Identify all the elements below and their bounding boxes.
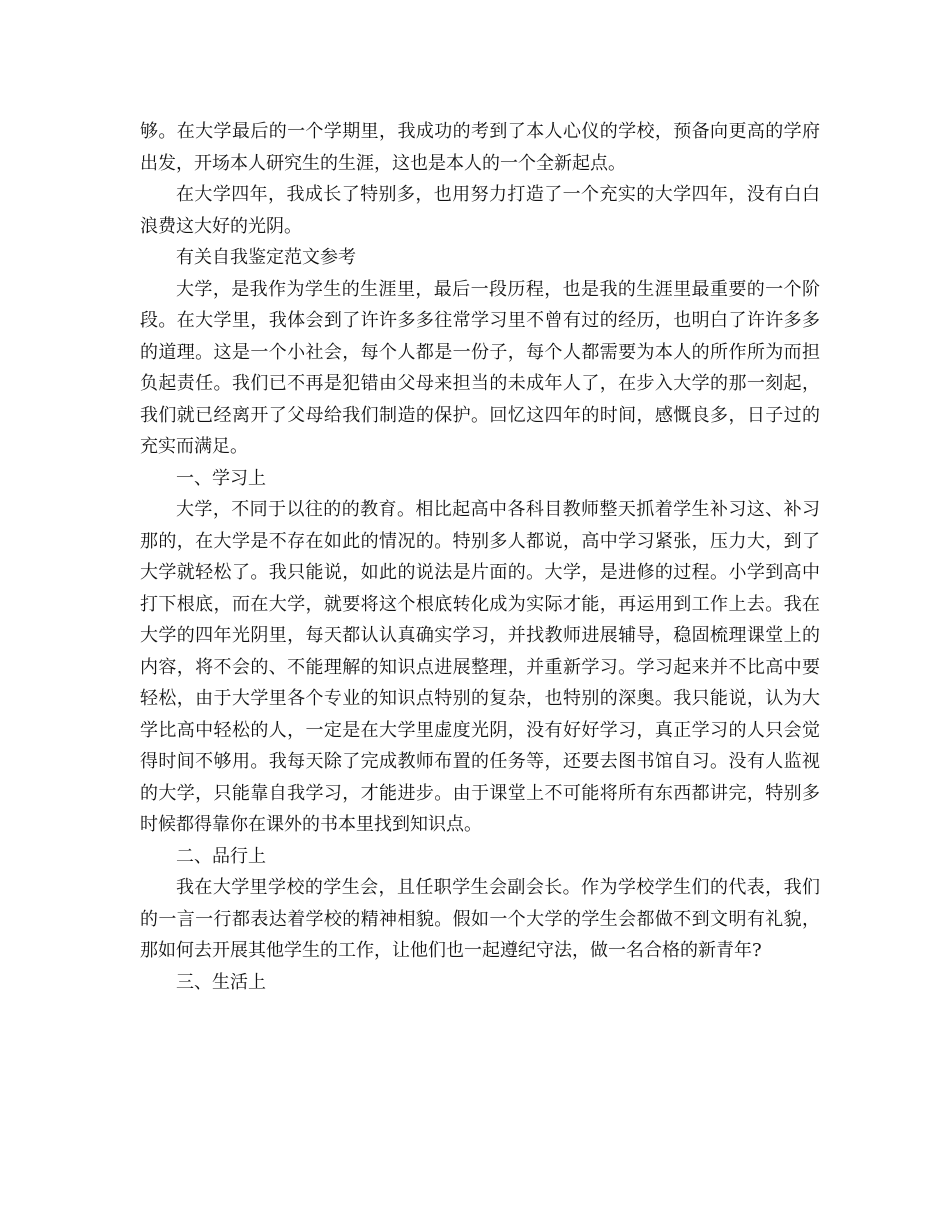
paragraph-four-years: 在大学四年，我成长了特别多，也用努力打造了一个充实的大学四年，没有白白浪费这大好的光阴。: [140, 184, 820, 237]
paragraph-continuation: 够。在大学最后的一个学期里，我成功的考到了本人心仪的学校，预备向更高的学府出发，开场本人研究生的生涯，这也是本人的一个全新起点。: [140, 121, 820, 174]
heading-study: 一、学习上: [176, 467, 266, 489]
heading-life: 三、生活上: [176, 971, 266, 993]
paragraph-intro: 大学，是我作为学生的生涯里，最后一段历程，也是我的生涯里最重要的一个阶段。在大学里，我体会到了许许多多往常学习里不曾有过的经历，也明白了许许多多的道理。这是一个小社会，每个人都是一份子，每个人都需要为本人的所作所为而担负起责任。我们已不再是犯错由父母来担当的未成年人了，在步入大学的那一刻起，我们就已经离开了父母给我们制造的保护。回忆这四年的时间，感慨良多，日子过的充实而满足。: [140, 278, 820, 457]
document-body: [140, 116, 820, 998]
paragraph-conduct: 我在大学里学校的学生会，且任职学生会副会长。作为学校学生们的代表，我们的一言一行都表达着学校的精神相貌。假如一个大学的学生会都做不到文明有礼貌，那如何去开展其他学生的工作，让他们也一起遵纪守法，做一名合格的新青年?: [140, 877, 820, 961]
section-title: 有关自我鉴定范文参考: [176, 247, 356, 268]
heading-conduct: 二、品行上: [176, 845, 266, 867]
paragraph-study: 大学，不同于以往的的教育。相比起高中各科目教师整天抓着学生补习这、补习那的，在大学是不存在如此的情况的。特别多人都说，高中学习紧张，压力大，到了大学就轻松了。我只能说，如此的说法是片面的。大学，是进修的过程。小学到高中打下根底，而在大学，就要将这个根底转化成为实际才能，再运用到工作上去。我在大学的四年光阴里，每天都认认真确实学习，并找教师进展辅导，稳固梳理课堂上的内容，将不会的、不能理解的知识点进展整理，并重新学习。学习起来并不比高中要轻松，由于大学里各个专业的知识点特别的复杂，也特别的深奥。我只能说，认为大学比高中轻松的人，一定是在大学里虚度光阴，没有好好学习，真正学习的人只会觉得时间不够用。我每天除了完成教师布置的任务等，还要去图书馆自习。没有人监视的大学，只能靠自我学习，才能进步。由于课堂上不可能将所有东西都讲完，特别多时候都得靠你在课外的书本里找到知识点。: [140, 499, 820, 835]
